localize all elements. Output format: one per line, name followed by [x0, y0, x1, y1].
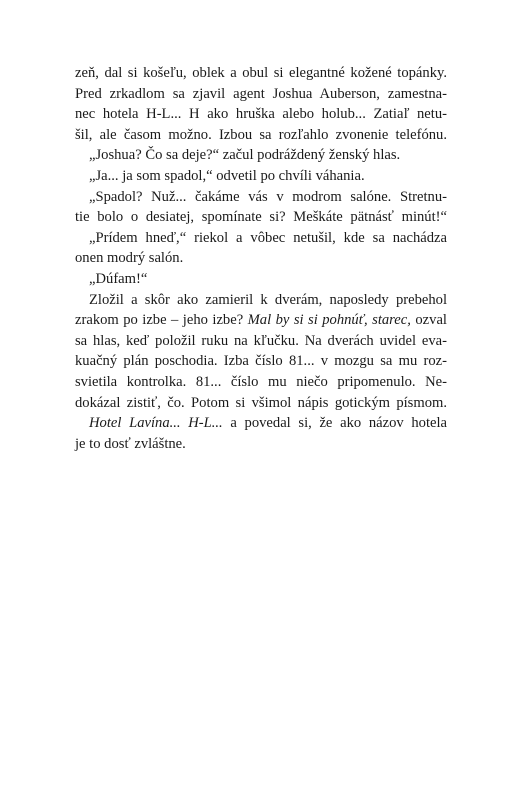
- text-segment: Pred zrkadlom sa zjavil agent Joshua Auberson, zamestna-: [75, 85, 447, 102]
- body-text: [75, 63, 447, 454]
- text-segment: a povedal si, že ako názov hotela: [222, 415, 448, 432]
- italic-text-segment: Hotel Lavína... H-L...: [89, 415, 223, 432]
- text-segment: svietila kontrolka. 81... číslo mu niečo pripomenulo. Ne-: [75, 373, 447, 390]
- text-segment: „Spadol? Nuž... čakáme vás v modrom salóne. Stretnu-: [89, 188, 447, 205]
- text-segment: zrakom po izbe – jeho izbe?: [75, 312, 248, 329]
- text-line: [75, 310, 447, 331]
- text-line: [75, 104, 447, 125]
- text-line: [75, 248, 447, 269]
- text-segment: ozval: [410, 312, 447, 329]
- text-segment: „Prídem hneď,“ riekol a vôbec netušil, kde sa nachádza: [89, 229, 447, 246]
- text-line: [75, 331, 447, 352]
- text-line: [75, 125, 447, 146]
- text-line: [75, 84, 447, 105]
- text-line: [75, 228, 447, 249]
- text-segment: nec hotela H-L... H ako hruška alebo holub... Zatiaľ netu-: [75, 106, 447, 123]
- text-line: [75, 269, 447, 290]
- text-segment: „Joshua? Čo sa deje?“ začul podráždený ženský hlas.: [89, 147, 401, 164]
- text-line: [75, 393, 447, 414]
- text-segment: sa hlas, keď položil ruku na kľučku. Na dverách uvidel eva-: [75, 332, 447, 349]
- text-line: [75, 290, 447, 311]
- text-segment: tie bolo o desiatej, spomínate si? Meškáte pätnásť minút!“: [75, 209, 447, 226]
- text-line: [75, 372, 447, 393]
- text-segment: kuačný plán poschodia. Izba číslo 81... v mozgu sa mu roz-: [75, 353, 447, 370]
- italic-text-segment: Mal by si si pohnúť, starec,: [247, 312, 411, 329]
- text-line: [75, 63, 447, 84]
- text-line: [75, 207, 447, 228]
- text-line: [75, 166, 447, 187]
- text-line: [75, 434, 447, 455]
- text-segment: je to dosť zvláštne.: [75, 435, 186, 452]
- text-line: [75, 145, 447, 166]
- text-segment: zeň, dal si košeľu, oblek a obul si elegantné kožené topánky.: [75, 65, 447, 81]
- text-line: [75, 413, 447, 434]
- text-segment: Zložil a skôr ako zamieril k dverám, naposledy prebehol: [89, 291, 447, 308]
- text-segment: šil, ale časom možno. Izbou sa rozľahlo zvonenie telefónu.: [75, 126, 447, 143]
- text-line: [75, 187, 447, 208]
- text-segment: „Dúfam!“: [89, 270, 148, 287]
- text-line: [75, 351, 447, 372]
- text-segment: „Ja... ja som spadol,“ odvetil po chvíli váhania.: [89, 167, 365, 184]
- text-segment: onen modrý salón.: [75, 250, 184, 267]
- text-segment: dokázal zistiť, čo. Potom si všimol nápis gotickým písmom.: [75, 394, 447, 411]
